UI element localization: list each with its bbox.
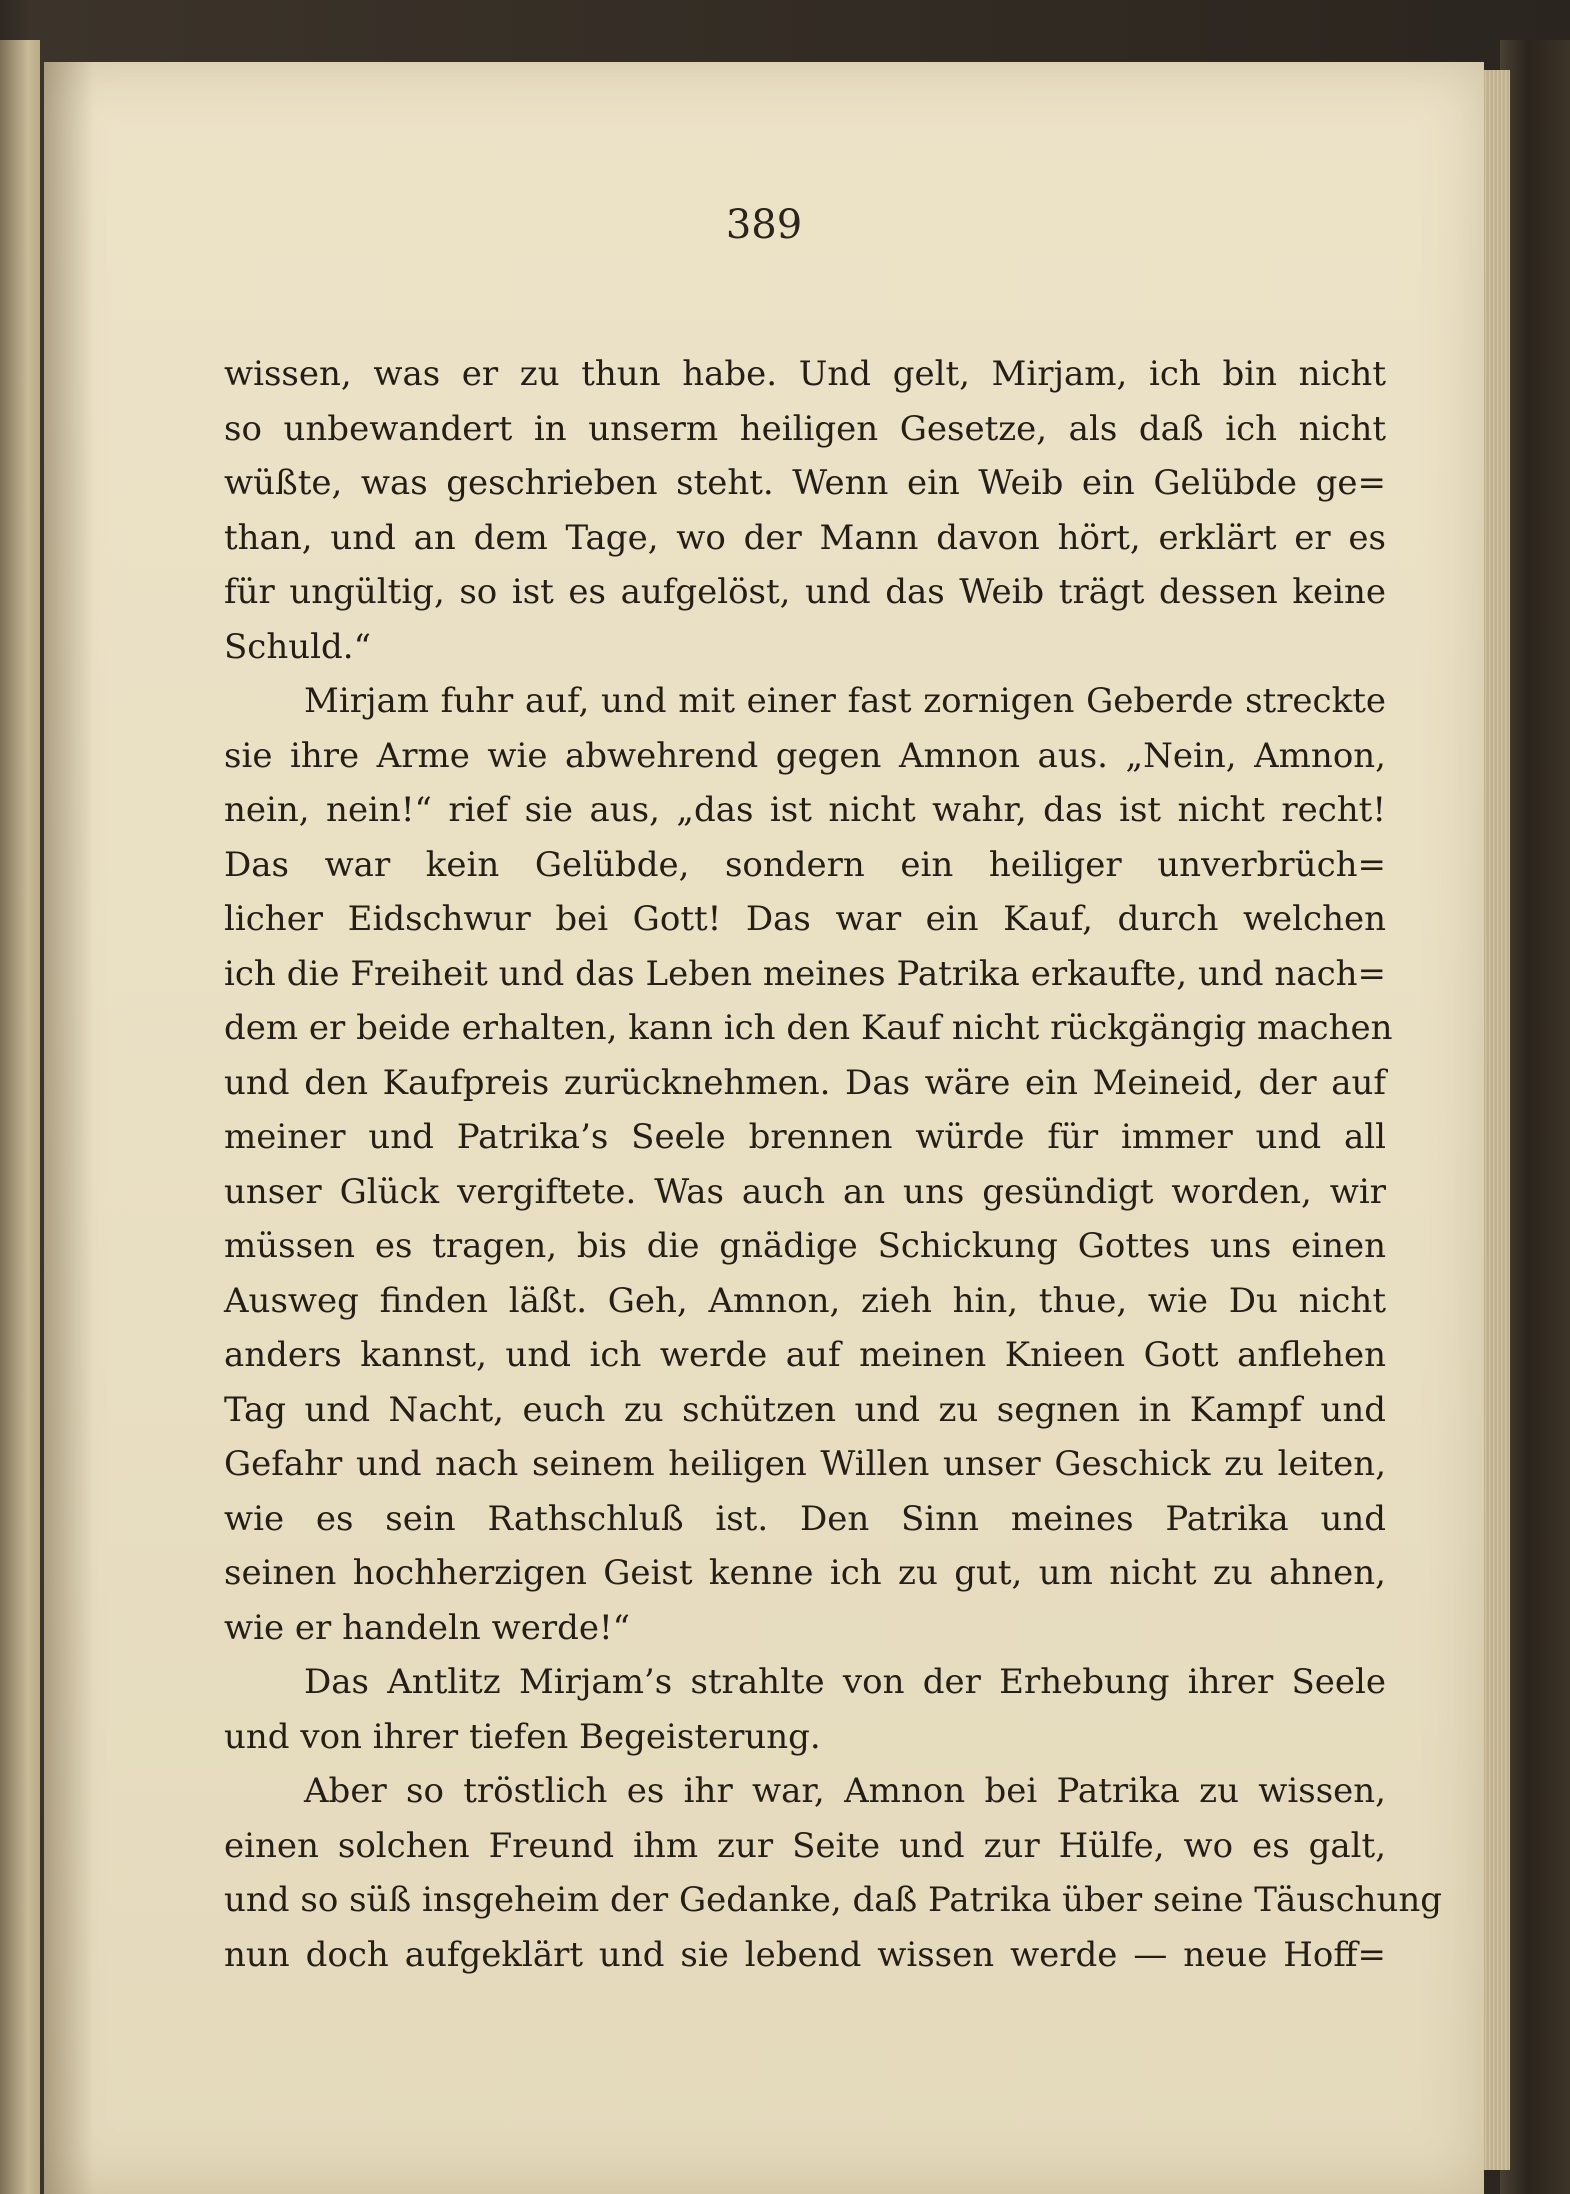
gutter-shadow [44,62,94,2194]
body-text [224,347,1443,1982]
text-line: licher Eidschwur bei Gott! Das war ein Kauf, durch welchen [224,899,1386,939]
text-line: ich die Freiheit und das Leben meines Patrika erkaufte, und nach= [224,953,1386,994]
text-line: Schuld.“ [224,626,371,667]
text-line: Tag und Nacht, euch zu schützen und zu segnen in Kampf und [224,1389,1386,1430]
text-line: wüßte, was geschrieben steht. Wenn ein Weib ein Gelübde ge= [224,463,1386,503]
text-line: wie es sein Rathschluß ist. Den Sinn meines Patrika und [224,1498,1386,1539]
text-line: meiner und Patrika’s Seele brennen würde für immer und all [224,1117,1386,1157]
text-line: und von ihrer tiefen Begeisterung. [224,1716,821,1757]
text-line: und den Kaufpreis zurücknehmen. Das wäre ein Meineid, der auf [224,1062,1386,1103]
text-line: müssen es tragen, bis die gnädige Schickung Gottes uns einen [224,1226,1386,1266]
book-page [44,62,1484,2194]
text-line: Ausweg finden läßt. Geh, Amnon, zieh hin, thue, wie Du nicht [224,1280,1386,1321]
text-line: anders kannst, und ich werde auf meinen Knieen Gott anflehen [224,1335,1386,1375]
text-line: einen solchen Freund ihm zur Seite und zur Hülfe, wo es galt, [224,1825,1386,1866]
text-line: Mirjam fuhr auf, und mit einer fast zornigen Geberde streckte [304,681,1386,721]
text-line: seinen hochherzigen Geist kenne ich zu gut, um nicht zu ahnen, [224,1553,1386,1593]
text-line: nein, nein!“ rief sie aus, „das ist nicht wahr, das ist nicht recht! [224,790,1386,830]
text-line: wie er handeln werde!“ [224,1607,631,1648]
text-line: Das Antlitz Mirjam’s strahlte von der Erhebung ihrer Seele [304,1662,1386,1702]
text-line: so unbewandert in unserm heiligen Gesetze, als daß ich nicht [224,408,1386,449]
text-line: dem er beide erhalten, kann ich den Kauf nicht rückgängig machen [224,1008,1393,1048]
page-number: 389 [725,202,803,248]
text-line: nun doch aufgeklärt und sie lebend wissen werde — neue Hoff= [224,1934,1386,1975]
text-line: und so süß insgeheim der Gedanke, daß Patrika über seine Täuschung [224,1880,1443,1920]
text-line: für ungültig, so ist es aufgelöst, und das Weib trägt dessen keine [224,572,1386,612]
text-line: sie ihre Arme wie abwehrend gegen Amnon aus. „Nein, Amnon, [224,735,1386,776]
text-line: Das war kein Gelübde, sondern ein heiliger unverbrüch= [224,844,1386,885]
text-line: wissen, was er zu thun habe. Und gelt, Mirjam, ich bin nicht [224,354,1386,394]
left-page-edge [0,40,40,2194]
book-cover-edge [1500,40,1570,2194]
text-line: Aber so tröstlich es ihr war, Amnon bei Patrika zu wissen, [304,1771,1386,1811]
text-line: than, und an dem Tage, wo der Mann davon hört, erklärt er es [224,517,1386,558]
text-line: unser Glück vergiftete. Was auch an uns gesündigt worden, wir [224,1171,1386,1212]
text-line: Gefahr und nach seinem heiligen Willen unser Geschick zu leiten, [224,1444,1386,1484]
page-stack [1482,70,1510,2170]
